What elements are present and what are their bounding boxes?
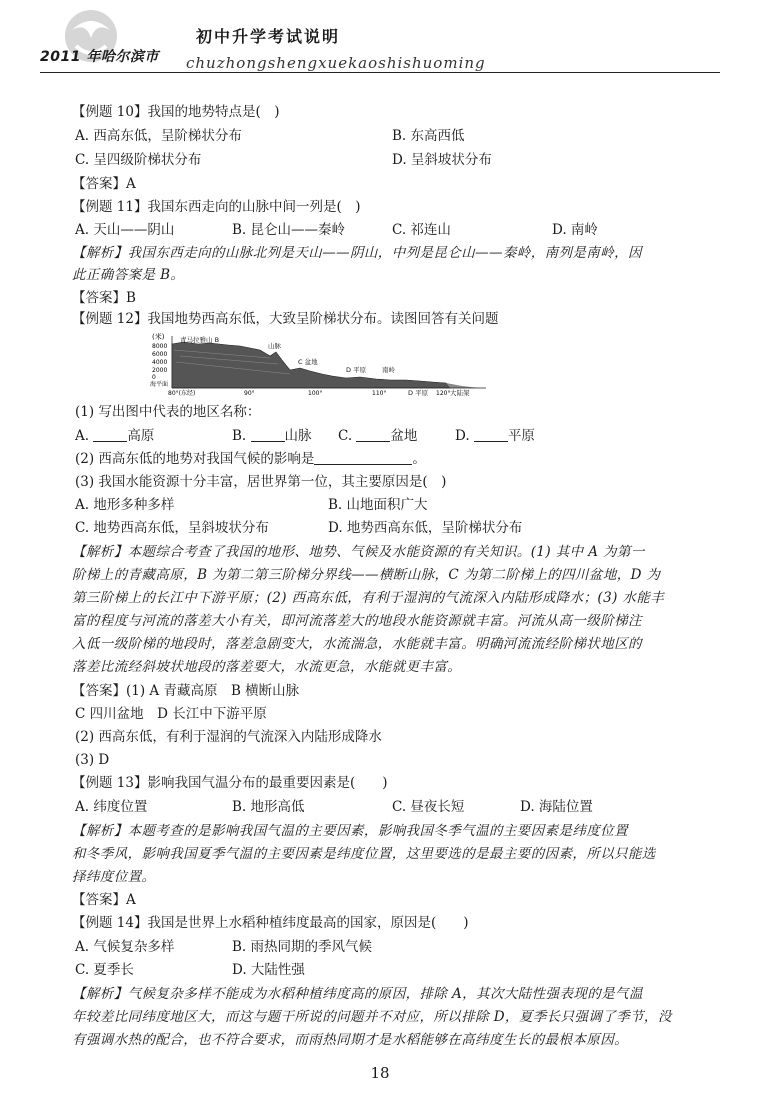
q12-sub1-c	[338, 426, 417, 446]
q11-stem: 【例题 11】我国东西走向的山脉中间一列是( )	[72, 199, 361, 215]
q13-option-b: B. 地形高低	[232, 799, 305, 815]
q10-answer: 【答案】A	[72, 176, 136, 192]
header-pinyin: chuzhongshengxuekaoshishuoming	[186, 54, 486, 72]
figure-y-tick: 0	[152, 374, 156, 381]
header-year-city: 2011 年哈尔滨市	[40, 49, 159, 65]
figure-y-tick: 2000	[152, 367, 168, 374]
q10-option-a: A. 西高东低，呈阶梯状分布	[75, 128, 242, 144]
q13-analysis-line: 和冬季风，影响我国夏季气温的主要因素是纬度位置，这里要选的是最主要的因素，所以只能选	[72, 846, 656, 862]
q14-option-c: C. 夏季长	[75, 962, 134, 978]
q14-option-b: B. 雨热同期的季风气候	[232, 939, 373, 955]
q12-blank-d[interactable]	[474, 427, 508, 442]
q11-option-c: C. 祁连山	[392, 222, 451, 238]
figure-y-unit: (米)	[152, 333, 165, 341]
q10-stem: 【例题 10】我国的地势特点是( )	[72, 104, 280, 120]
figure-x-tick: 100°	[308, 390, 323, 397]
q12-answer-line: (3) D	[75, 752, 110, 768]
figure-x-tick: 110°	[372, 390, 387, 397]
q11-option-d: D. 南岭	[552, 222, 598, 238]
q12-answer-line: C 四川盆地 D 长江中下游平原	[75, 706, 267, 722]
q13-analysis-line: 【解析】本题考查的是影响我国气温的主要因素，影响我国冬季气温的主要因素是纬度位置	[72, 823, 628, 839]
q12-sub1: (1) 写出图中代表的地区名称：	[75, 404, 261, 420]
figure-x-tick: 120°	[436, 390, 451, 397]
terrain-profile-figure	[150, 330, 490, 398]
q12-option-b: B. 山地面积广大	[328, 497, 428, 513]
q12-option-d: D. 地势西高东低，呈阶梯状分布	[328, 520, 523, 536]
figure-label: 南岭	[382, 366, 395, 374]
terrain-profile-svg	[150, 330, 490, 398]
figure-y-tick: 6000	[152, 351, 168, 358]
q12-sub1-c-letter: C.	[338, 428, 353, 444]
q13-analysis-line: 择纬度位置。	[72, 869, 156, 885]
q12-sub1-b	[232, 426, 312, 446]
q11-option-a: A. 天山——阴山	[75, 222, 175, 238]
figure-sea-level: 海平面	[150, 381, 169, 388]
q14-analysis-line: 有强调水热的配合，也不符合要求，而雨热同期才是水稻能够在高纬度生长的最根本原因。	[72, 1032, 628, 1048]
q12-answer-line: (2) 西高东低，有利于湿润的气流深入内陆形成降水	[75, 729, 382, 745]
q12-analysis-line: 【解析】本题综合考查了我国的地形、地势、气候及水能资源的有关知识。(1) 其中 A 为第一	[72, 544, 645, 560]
q12-blank-b[interactable]	[251, 427, 285, 442]
figure-x-tick: 80°(东经)	[168, 390, 196, 397]
q12-sub1-d	[455, 426, 535, 446]
q12-stem: 【例题 12】我国地势西高东低，大致呈阶梯状分布。读图回答有关问题	[72, 311, 499, 327]
q12-analysis-line: 落差比流经斜坡状地段的落差要大，水流更急，水能就更丰富。	[72, 659, 462, 675]
q12-sub1-a-suffix: 高原	[127, 428, 155, 444]
q12-sub3: (3) 我国水能资源十分丰富，居世界第一位，其主要原因是( )	[75, 474, 447, 490]
figure-label: D 平原	[408, 389, 429, 397]
figure-y-tick: 4000	[152, 359, 168, 366]
q12-sub1-d-suffix: 平原	[507, 428, 535, 444]
figure-label: 山脉	[268, 342, 281, 350]
q14-analysis-line: 【解析】气候复杂多样不能成为水稻种植纬度高的原因，排除 A，其次大陆性强表现的是气温	[72, 986, 643, 1002]
q12-blank-sub2[interactable]	[314, 450, 412, 465]
q12-sub2	[75, 449, 426, 469]
figure-label: C 盆地	[298, 358, 318, 366]
q13-option-a: A. 纬度位置	[75, 799, 148, 815]
q12-sub1-b-letter: B.	[232, 428, 247, 444]
q14-option-d: D. 大陆性强	[232, 962, 305, 978]
header-title: 初中升学考试说明	[196, 27, 341, 46]
figure-label: 青马拉雅山 B	[180, 336, 220, 344]
figure-label: 大陆架	[450, 389, 470, 397]
q10-option-b: B. 东高西低	[392, 128, 465, 144]
q14-option-a: A. 气候复杂多样	[75, 939, 175, 955]
q12-sub1-a-letter: A.	[75, 428, 90, 444]
q12-sub1-b-suffix: 山脉	[284, 428, 312, 444]
figure-x-tick: 90°	[244, 390, 255, 397]
q12-sub1-c-suffix: 盆地	[390, 428, 418, 444]
q12-option-c: C. 地势西高东低，呈斜坡状分布	[75, 520, 269, 536]
q11-analysis-line: 此正确答案是 B。	[72, 267, 185, 283]
q11-option-b: B. 昆仑山——秦岭	[232, 222, 346, 238]
q12-sub1-d-letter: D.	[455, 428, 470, 444]
q12-sub2-end: 。	[412, 451, 426, 467]
q12-sub2-text: (2) 西高东低的地势对我国气候的影响是	[75, 451, 315, 467]
q11-analysis-line: 【解析】我国东西走向的山脉北列是天山——阴山，中列是昆仑山——秦岭，南列是南岭，因	[72, 245, 642, 261]
q14-analysis-line: 年较差比同纬度地区大，而这与题干所说的问题并不对应，所以排除 D，夏季长只强调了季节，没	[72, 1009, 672, 1025]
q12-analysis-line: 富的程度与河流的落差大小有关，即河流落差大的地段水能资源就丰富。河流从高一级阶梯注	[72, 613, 642, 629]
q10-option-d: D. 呈斜坡状分布	[392, 152, 492, 168]
q12-analysis-line: 阶梯上的青藏高原，B 为第二第三阶梯分界线——横断山脉，C 为第二阶梯上的四川盆地，D 为	[72, 567, 661, 583]
q12-analysis-line: 入低一级阶梯的地段时，落差急剧变大，水流湍急，水能就丰富。明确河流流经阶梯状地区的	[72, 636, 642, 652]
q13-option-c: C. 昼夜长短	[392, 799, 465, 815]
q10-option-c: C. 呈四级阶梯状分布	[75, 152, 202, 168]
q13-option-d: D. 海陆位置	[520, 799, 593, 815]
q12-blank-a[interactable]	[93, 427, 127, 442]
figure-label: D 平原	[346, 366, 367, 374]
q12-option-a: A. 地形多种多样	[75, 497, 175, 513]
q12-blank-c[interactable]	[356, 427, 390, 442]
q11-answer: 【答案】B	[72, 290, 136, 306]
figure-y-tick: 8000	[152, 343, 168, 350]
q12-analysis-line: 第三阶梯上的长江中下游平原；(2) 西高东低，有利于湿润的气流深入内陆形成降水；(3) 水能丰	[72, 590, 665, 606]
q12-sub1-a	[75, 426, 154, 446]
q13-answer: 【答案】A	[72, 892, 136, 908]
header-divider	[40, 72, 720, 73]
q14-stem: 【例题 14】我国是世界上水稻种植纬度最高的国家，原因是( )	[72, 915, 469, 931]
page-number: 18	[370, 1064, 390, 1082]
q12-answer-line: 【答案】(1) A 青藏高原 B 横断山脉	[72, 683, 300, 699]
q13-stem: 【例题 13】影响我国气温分布的最重要因素是( )	[72, 775, 388, 791]
